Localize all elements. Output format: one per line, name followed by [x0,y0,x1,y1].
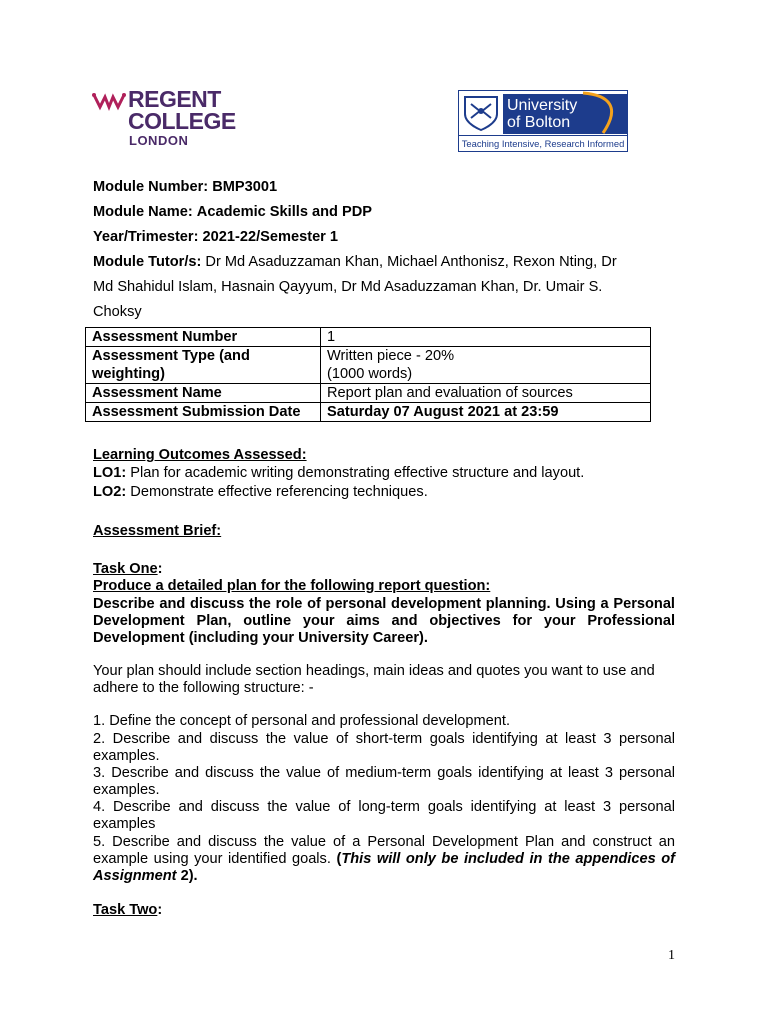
bolton-of-bolton-word: of Bolton [507,114,571,131]
task-one-colon: : [157,561,163,577]
swoosh-icon [563,91,627,135]
module-number-line [93,178,277,196]
structure-item-5 [93,834,675,885]
assessment-number-value: 1 [321,328,651,347]
task-two-colon: : [157,902,163,918]
assessment-table [85,327,651,422]
year-value: 2021-22/Semester 1 [202,229,339,245]
assessment-type-key [86,347,321,384]
task-one-heading [93,561,675,578]
module-tutors-line [93,253,617,271]
lo2-line [93,484,675,501]
item5-emphasis: This will only be included in the appendices of Assignment [93,851,675,884]
task-two-label: Task Two [93,902,158,918]
report-question: Describe and discuss the role of personal development planning. Using a Personal Development Plan, outline your aims and objectives for your Professional Development (including your University Career). [93,596,675,646]
module-name-value: Academic Skills and PDP [196,204,372,220]
tutor-names-1: Dr Md Asaduzzaman Khan, Michael Anthonisz, Rexon Nting, Dr [205,254,617,270]
table-row [86,347,651,384]
learning-outcomes-heading [93,447,675,464]
assessment-type-value [321,347,651,384]
year-label: Year/Trimester: [93,229,199,245]
crown-icon [92,91,126,113]
produce-plan-text: Produce a detailed plan for the following report question: [93,578,491,594]
item5-text: 5. Describe and discuss the value of a Personal Development Plan and construct an example using your identified goals. [93,834,675,867]
lo1-text: Plan for academic writing demonstrating effective structure and layout. [126,465,585,481]
assessment-type-key-line1: Assessment Type (and [92,348,250,364]
lo2-text: Demonstrate effective referencing techniques. [126,484,428,500]
learning-outcomes-heading-text: Learning Outcomes Assessed: [93,447,307,463]
module-number-value: BMP3001 [212,179,278,195]
submission-date-value: Saturday 07 August 2021 at 23:59 [321,403,651,422]
lo1-line [93,465,675,482]
task-one-label: Task One [93,561,158,577]
assessment-type-key-line2: weighting) [92,366,165,382]
regent-college-logo [92,88,234,150]
assessment-name-value: Report plan and evaluation of sources [321,384,651,403]
bolton-university-word: University [507,97,578,114]
table-row [86,384,651,403]
table-row [86,403,651,422]
table-row [86,328,651,347]
tutor-names-3: Choksy [93,304,142,320]
assessment-number-key: Assessment Number [86,328,321,347]
structure-item-3: 3. Describe and discuss the value of medium-term goals identifying at least 3 personal examples. [93,765,675,798]
structure-item-2: 2. Describe and discuss the value of short-term goals identifying at least 3 personal examples. [93,731,675,764]
bolton-tagline: Teaching Intensive, Research Informed [459,135,627,152]
tutor-label: Module Tutor/s: [93,254,202,270]
structure-item-1: 1. Define the concept of personal and professional development. [93,713,511,729]
structure-intro: Your plan should include section headings, main ideas and quotes you want to use and adhere to the following structure: - [93,663,655,696]
university-of-bolton-logo [458,90,628,152]
structure-item-4: 4. Describe and discuss the value of long-term goals identifying at least 3 personal examples [93,799,675,832]
tutor-names-2: Md Shahidul Islam, Hasnain Qayyum, Dr Md Asaduzzaman Khan, Dr. Umair S. [93,279,603,295]
year-trimester-line [93,228,338,246]
assessment-type-value-line1: Written piece - 20% [327,348,455,364]
page-number: 1 [668,948,675,963]
london-word: LONDON [129,133,189,148]
item5-close: 2). [176,868,198,884]
module-number-label: Module Number: [93,179,209,195]
task-two-heading [93,902,675,919]
regent-word: REGENT [128,86,221,112]
assessment-name-key: Assessment Name [86,384,321,403]
crest-icon [462,94,500,132]
lo2-label: LO2: [93,484,127,500]
lo1-label: LO1: [93,465,127,481]
module-name-label: Module Name: [93,204,193,220]
assessment-type-value-line2: (1000 words) [327,366,413,382]
college-word: COLLEGE [128,108,236,134]
produce-plan-line [93,578,675,595]
submission-date-key: Assessment Submission Date [86,403,321,422]
assessment-brief-heading-text: Assessment Brief: [93,523,222,539]
assessment-brief-heading [93,523,675,540]
item5-open-paren: ( [336,851,342,867]
module-name-line [93,203,372,221]
